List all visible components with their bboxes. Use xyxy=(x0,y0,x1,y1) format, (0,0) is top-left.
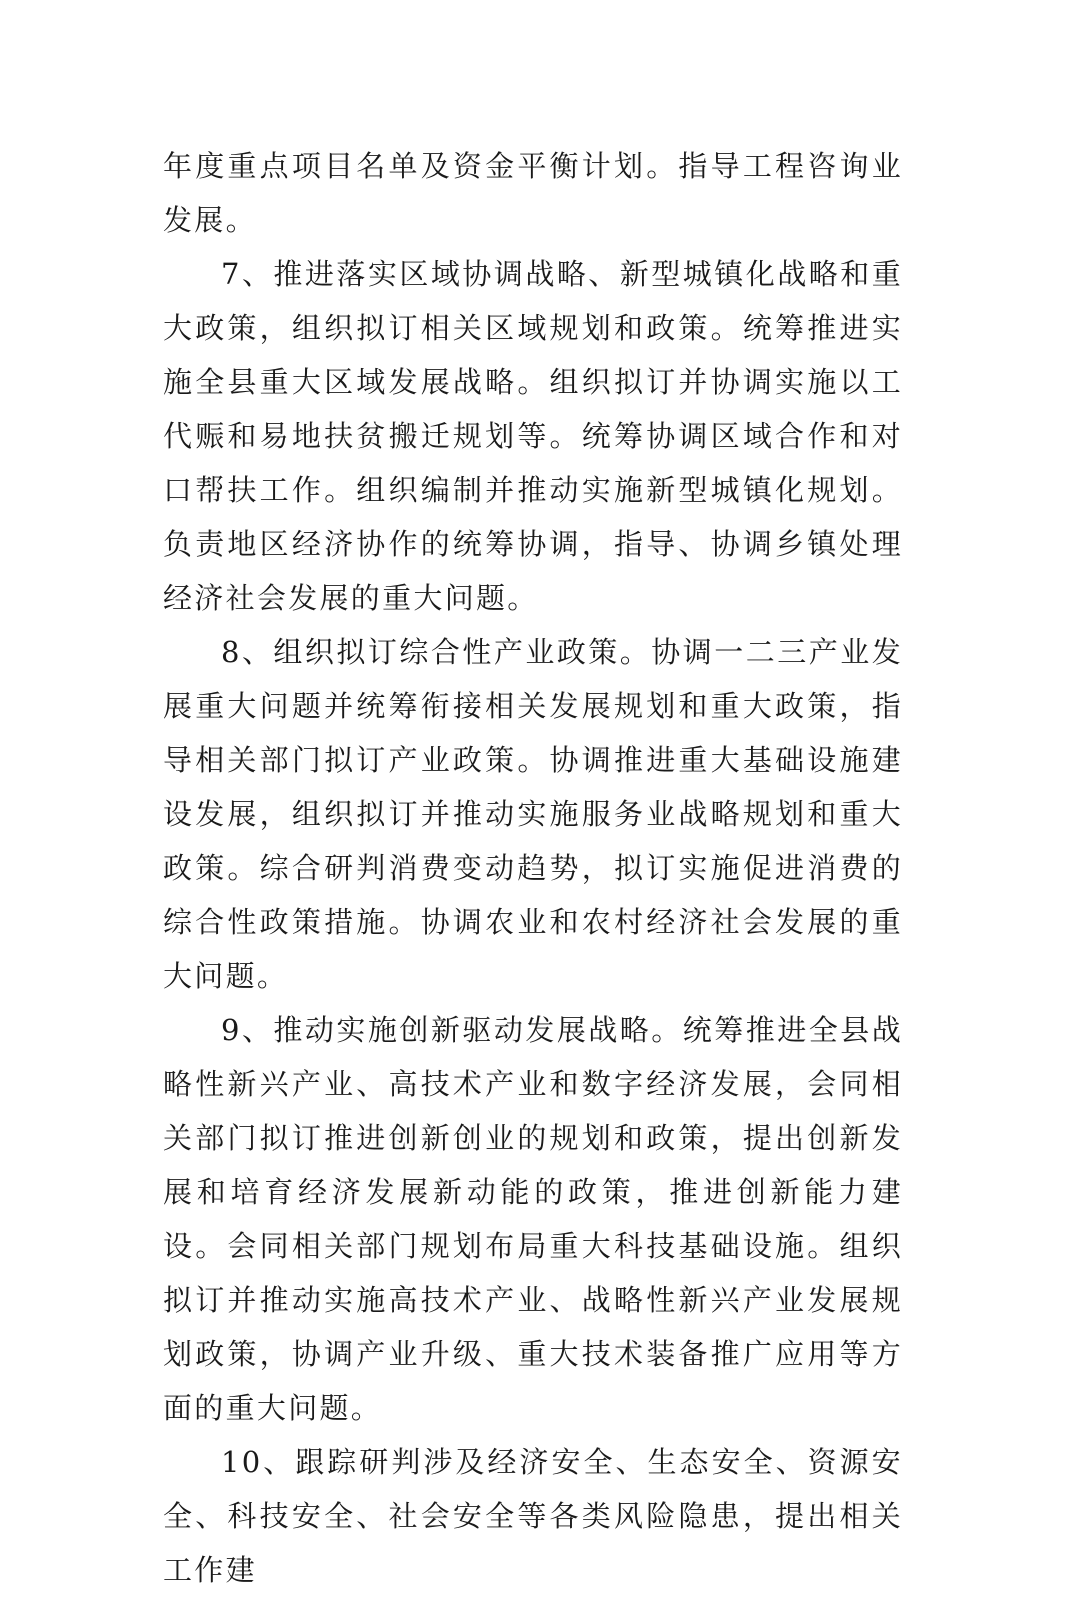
document-body xyxy=(163,139,903,1597)
paragraph-item-7: 7、推进落实区域协调战略、新型城镇化战略和重大政策，组织拟订相关区域规划和政策。统筹推进实施全县重大区域发展战略。组织拟订并协调实施以工代赈和易地扶贫搬迁规划等。统筹协调区域合作和对口帮扶工作。组织编制并推动实施新型城镇化规划。负责地区经济协作的统筹协调，指导、协调乡镇处理经济社会发展的重大问题。 xyxy=(163,257,903,615)
paragraph-item-8: 8、组织拟订综合性产业政策。协调一二三产业发展重大问题并统筹衔接相关发展规划和重大政策，指导相关部门拟订产业政策。协调推进重大基础设施建设发展，组织拟订并推动实施服务业战略规划和重大政策。综合研判消费变动趋势，拟订实施促进消费的综合性政策措施。协调农业和农村经济社会发展的重大问题。 xyxy=(163,635,903,993)
paragraph-item-9: 9、推动实施创新驱动发展战略。统筹推进全县战略性新兴产业、高技术产业和数字经济发展，会同相关部门拟订推进创新创业的规划和政策，提出创新发展和培育经济发展新动能的政策，推进创新能力建设。会同相关部门规划布局重大科技基础设施。组织拟订并推动实施高技术产业、战略性新兴产业发展规划政策，协调产业升级、重大技术装备推广应用等方面的重大问题。 xyxy=(163,1013,903,1425)
paragraph-continuation: 年度重点项目名单及资金平衡计划。指导工程咨询业发展。 xyxy=(163,149,903,237)
paragraph-item-10: 10、跟踪研判涉及经济安全、生态安全、资源安全、科技安全、社会安全等各类风险隐患，提出相关工作建 xyxy=(163,1445,903,1587)
